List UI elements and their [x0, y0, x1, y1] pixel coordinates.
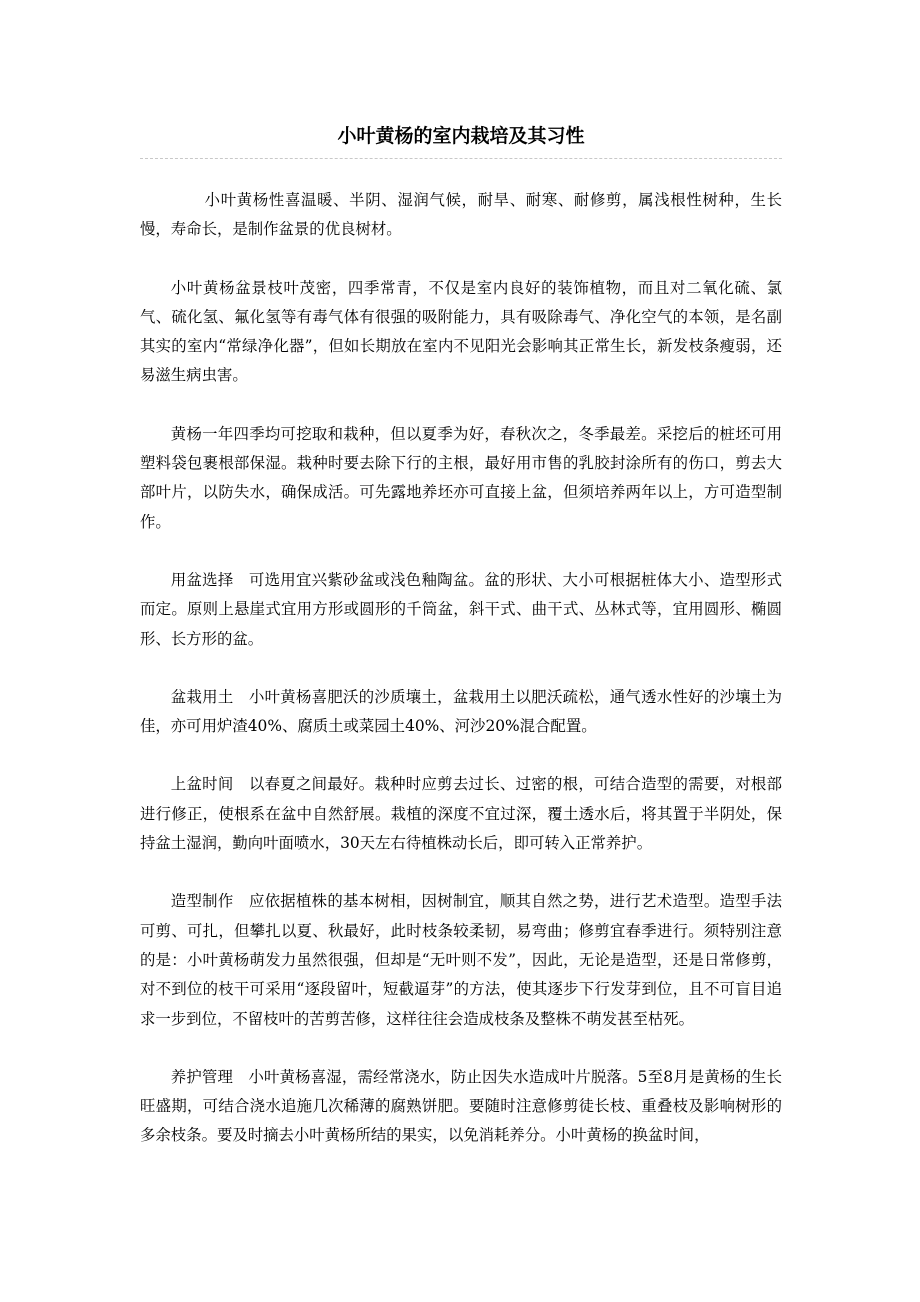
section-heading: 盆栽用土 [170, 687, 234, 706]
paragraph-text: 小叶黄杨性喜温暖、半阴、湿润气候，耐旱、耐寒、耐修剪，属浅根性树种，生长慢，寿命长，是制作盆景的优良树材。 [140, 191, 782, 239]
paragraph-shaping [140, 887, 782, 1033]
paragraph-intro [140, 186, 782, 245]
paragraph-text: 小叶黄杨喜湿，需经常浇水，防止因失水造成叶片脱落。5至8月是黄杨的生长旺盛期，可结合浇水追施几次稀薄的腐熟饼肥。要随时注意修剪徒长枝、重叠枝及影响树形的多余枝条。要及时摘去小叶黄杨所结的果实，以免消耗养分。小叶黄杨的换盆时间， [140, 1067, 782, 1145]
document-title: 小叶黄杨的室内栽培及其习性 [337, 125, 585, 147]
paragraph-text: 小叶黄杨喜肥沃的沙质壤土，盆栽用土以肥沃疏松，通气透水性好的沙壤土为佳，亦可用炉渣40%、腐质土或菜园土40%、河沙20%混合配置。 [140, 687, 782, 736]
section-heading: 造型制作 [170, 892, 234, 911]
paragraph-text: 小叶黄杨盆景枝叶茂密，四季常青，不仅是室内良好的装饰植物，而且对二氧化硫、氯气、硫化氢、氟化氢等有毒气体有很强的吸附能力，具有吸除毒气、净化空气的本领，是名副其实的室内“常绿净化器”，但如长期放在室内不见阳光会影响其正常生长，新发枝条瘦弱，还易滋生病虫害。 [140, 278, 782, 385]
paragraph-text: 应依据植株的基本树相，因树制宜，顺其自然之势，进行艺术造型。造型手法可剪、可扎，但攀扎以夏、秋最好，此时枝条较柔韧，易弯曲；修剪宜春季进行。须特别注意的是：小叶黄杨萌发力虽然很强，但却是“无叶则不发”，因此，无论是造型，还是日常修剪，对不到位的枝干可采用“逐段留叶，短截逼芽”的方法，使其逐步下行发芽到位，且不可盲目追求一步到位，不留枝叶的苦剪苦修，这样往往会造成枝条及整株不萌发甚至枯死。 [140, 892, 782, 1028]
paragraph-harvesting [140, 420, 782, 537]
paragraph-air-purifier [140, 274, 782, 391]
section-heading: 用盆选择 [170, 570, 234, 589]
title-divider [140, 158, 782, 159]
paragraph-potting-time [140, 770, 782, 858]
section-heading: 养护管理 [170, 1067, 234, 1086]
paragraph-soil [140, 683, 782, 742]
section-heading: 上盆时间 [170, 775, 234, 794]
paragraph-pot-selection [140, 566, 782, 654]
article-body [140, 186, 782, 1180]
paragraph-maintenance [140, 1063, 782, 1151]
paragraph-text: 以春夏之间最好。栽种时应剪去过长、过密的根，可结合造型的需要，对根部进行修正，使根系在盆中自然舒展。栽植的深度不宜过深，覆土透水后，将其置于半阴处，保持盆土湿润，勤向叶面喷水，30天左右待植株动长后，即可转入正常养护。 [140, 775, 782, 853]
paragraph-text: 可选用宜兴紫砂盆或浅色釉陶盆。盆的形状、大小可根据桩体大小、造型形式而定。原则上悬崖式宜用方形或圆形的千筒盆，斜干式、曲干式、丛林式等，宜用圆形、椭圆形、长方形的盆。 [140, 570, 782, 648]
paragraph-text: 黄杨一年四季均可挖取和栽种，但以夏季为好，春秋次之，冬季最差。采挖后的桩坯可用塑料袋包裹根部保湿。栽种时要去除下行的主根，最好用市售的乳胶封涂所有的伤口，剪去大部叶片，以防失水，确保成活。可先露地养坯亦可直接上盆，但须培养两年以上，方可造型制作。 [140, 424, 782, 531]
